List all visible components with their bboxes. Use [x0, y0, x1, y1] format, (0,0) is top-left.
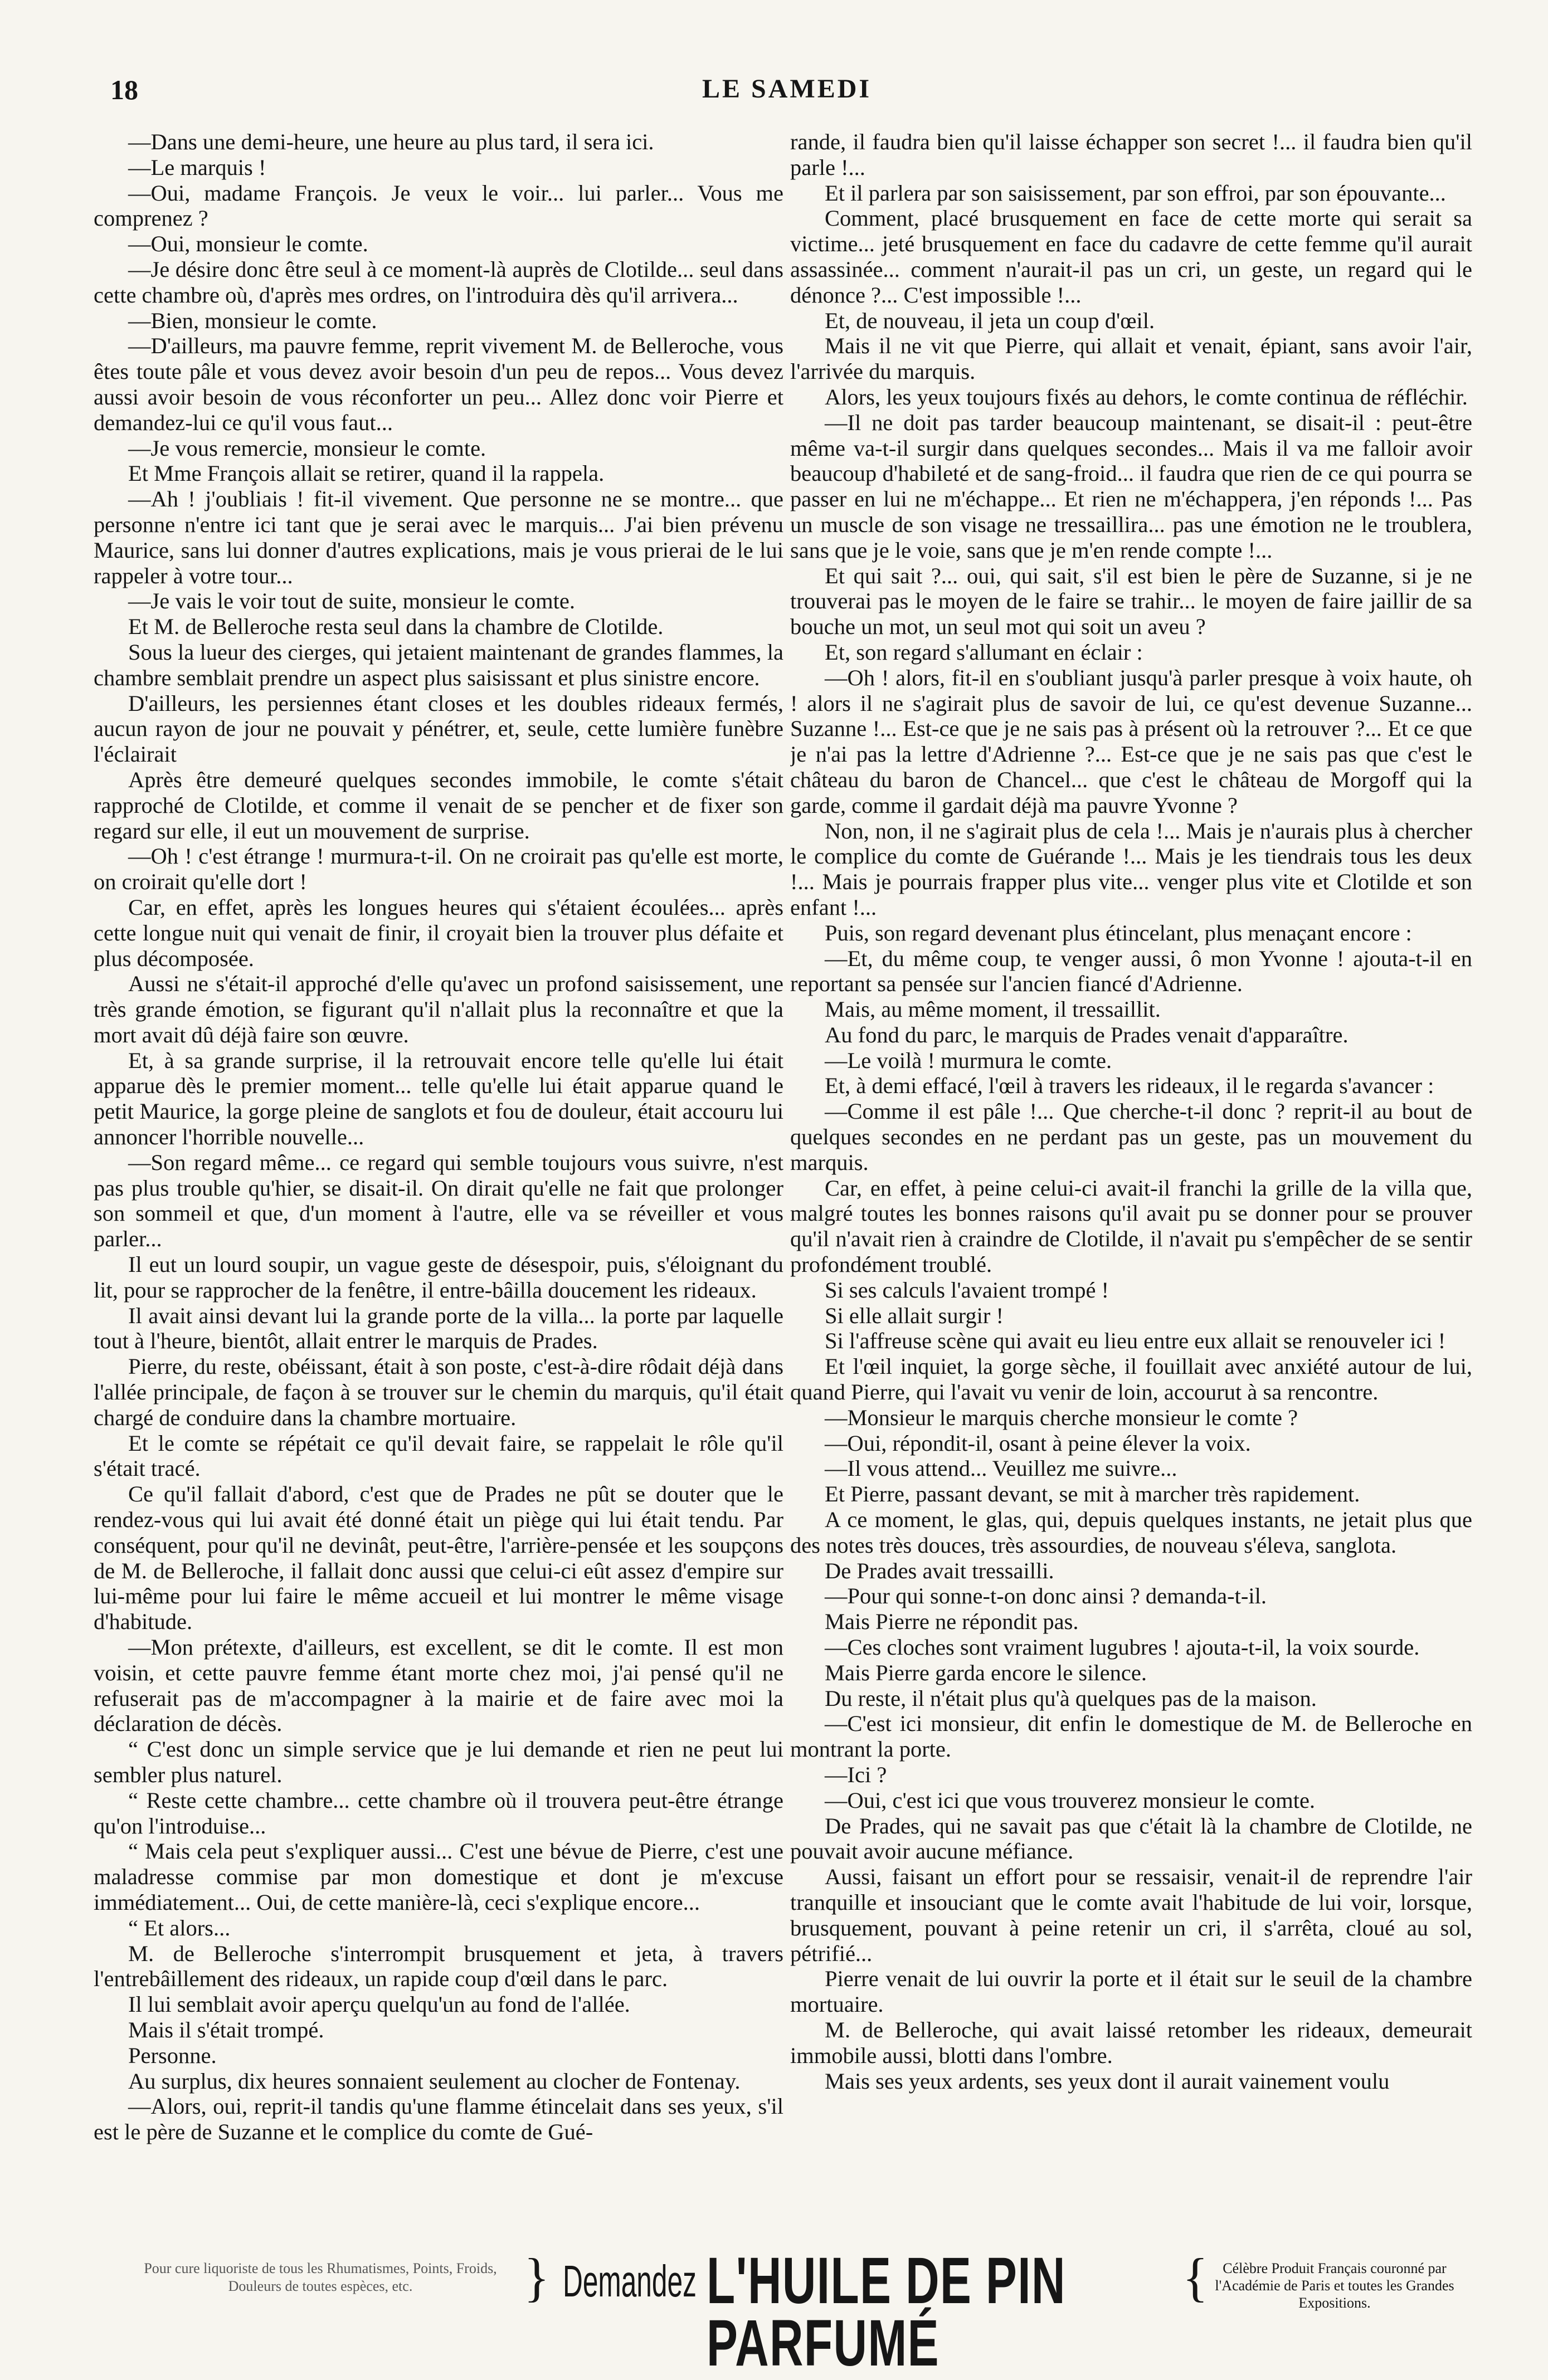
paragraph: rande, il faudra bien qu'il laisse échapper son secret !... il faudra bien qu'il parle !... [790, 129, 1472, 180]
paragraph: Et, à demi effacé, l'œil à travers les rideaux, il le regarda s'avancer : [825, 1073, 1434, 1099]
paragraph: —Je vais le voir tout de suite, monsieur le comte. [128, 588, 575, 614]
paragraph: Non, non, il ne s'agirait plus de cela !... Mais je n'aurais plus à chercher le complice du comte de Guérande !... Mais je les tiendrais tous les deux !... Mais je pourrais frapper plus vite... venger plus vite et Clotilde et son enfant !... [790, 818, 1472, 920]
paragraph: —Son regard même... ce regard qui semble toujours vous suivre, n'est pas plus trouble qu'hier, se disait-il. On dirait qu'elle ne fait que prolonger son sommeil et que, d'un moment à l'autre, elle va se réveiller et vous parler... [94, 1149, 783, 1252]
ad-right-brace: { [1182, 2247, 1209, 2307]
paragraph: —Le marquis ! [128, 154, 266, 180]
ad-call-to-action: Demandez [563, 2256, 697, 2306]
paragraph: M. de Belleroche s'interrompit brusquement et jeta, à travers l'entrebâillement des rideaux, un rapide coup d'œil dans le parc. [94, 1940, 783, 1992]
paragraph: Après être demeuré quelques secondes immobile, le comte s'était rapproché de Clotilde, et comme il venait de se pencher et de fixer son regard sur elle, il eut un mouvement de surprise. [94, 767, 783, 843]
paragraph: De Prades avait tressailli. [825, 1558, 1054, 1583]
paragraph: Mais ses yeux ardents, ses yeux dont il aurait vainement voulu [825, 2068, 1390, 2094]
paragraph: —Bien, monsieur le comte. [128, 308, 377, 333]
paragraph: Et le comte se répétait ce qu'il devait faire, se rappelait le rôle qu'il s'était tracé. [94, 1430, 783, 1481]
paragraph: —D'ailleurs, ma pauvre femme, reprit vivement M. de Belleroche, vous êtes toute pâle et vous devez avoir besoin d'un peu de repos... Vous devez aussi avoir besoin de vous réconforter un peu... Allez donc voir Pierre et demandez-lui ce qu'il vous faut... [94, 333, 783, 435]
paragraph: Et Pierre, passant devant, se mit à marcher très rapidement. [825, 1481, 1360, 1507]
paragraph: Mais il ne vit que Pierre, qui allait et venait, épiant, sans avoir l'air, l'arrivée du marquis. [790, 333, 1472, 384]
paragraph: —Ici ? [825, 1762, 887, 1787]
paragraph: Il eut un lourd soupir, un vague geste de désespoir, puis, s'éloignant du lit, pour se rapprocher de la fenêtre, il entre-bâilla doucement les rideaux. [94, 1252, 783, 1303]
paragraph: Et M. de Belleroche resta seul dans la chambre de Clotilde. [128, 614, 664, 640]
paragraph: —Oh ! alors, fit-il en s'oubliant jusqu'à parler presque à voix haute, oh ! alors il ne s'agirait plus de savoir de lui, ce qu'est devenue Suzanne... Suzanne !... Est-ce que je ne sais pas à présent où la retrouver ?... Et ce que je n'ai pas la lettre d'Adrienne ?... Est-ce que je ne sais pas que c'est le château du baron de Chancel... que c'est le château de Morgoff qui la garde, comme il gardait déjà ma pauvre Yvonne ? [790, 665, 1472, 818]
paragraph: Car, en effet, après les longues heures qui s'étaient écoulées... après cette longue nuit qui venait de finir, il croyait bien la trouver plus défaite et plus décomposée. [94, 894, 783, 971]
paragraph: Car, en effet, à peine celui-ci avait-il franchi la grille de la villa que, malgré toutes les bonnes raisons qu'il avait pu se donner pour se prouver qu'il n'avait rien à craindre de Clotilde, il n'avait pu s'empêcher de se sentir profondément troublé. [790, 1175, 1472, 1277]
paragraph: A ce moment, le glas, qui, depuis quelques instants, ne jetait plus que des notes très douces, très assourdies, de nouveau s'éleva, sanglota. [790, 1507, 1472, 1558]
paragraph: —Je désire donc être seul à ce moment-là auprès de Clotilde... seul dans cette chambre où, d'après mes ordres, on l'introduira dès qu'il arrivera... [94, 256, 783, 308]
running-head: LE SAMEDI [702, 74, 872, 104]
paragraph: Comment, placé brusquement en face de cette morte qui serait sa victime... jeté brusquement en face du cadavre de cette femme qu'il aurait assassinée... comment n'aurait-il pas un cri, un geste, un regard qui le dénonce ?... C'est impossible !... [790, 206, 1472, 308]
text-column-left [94, 129, 783, 2230]
ad-left-brace: } [524, 2247, 550, 2307]
paragraph: M. de Belleroche, qui avait laissé retomber les rideaux, demeurait immobile aussi, blotti dans l'ombre. [790, 2017, 1472, 2068]
paragraph: —Il vous attend... Veuillez me suivre... [825, 1456, 1177, 1481]
paragraph: Et qui sait ?... oui, qui sait, s'il est bien le père de Suzanne, si je ne trouverai pas le moyen de le faire se trahir... le moyen de faire jaillir de sa bouche un mot, un seul mot qui soit un aveu ? [790, 563, 1472, 640]
paragraph: Mais il s'était trompé. [128, 2017, 324, 2042]
paragraph: Du reste, il n'était plus qu'à quelques pas de la maison. [825, 1685, 1317, 1711]
paragraph: Et, de nouveau, il jeta un coup d'œil. [825, 308, 1155, 333]
paragraph: —Oui, monsieur le comte. [128, 231, 368, 257]
paragraph: —Il ne doit pas tarder beaucoup maintenant, se disait-il : peut-être même va-t-il surgir dans quelques secondes... Mais il va me falloir avoir beaucoup d'habileté et de sang-froid... il faudra que rien de ce qui pourra se passer en lui ne m'échappe... Et rien ne m'échappera, j'en réponds !... Pas un muscle de son visage ne tressaillira... pas une émotion ne le troublera, sans que je le voie, sans que je m'en rende compte !... [790, 409, 1472, 563]
paragraph: Mais, au même moment, il tressaillit. [825, 997, 1161, 1022]
paragraph: —Le voilà ! murmura le comte. [825, 1047, 1112, 1073]
paragraph: —Et, du même coup, te venger aussi, ô mon Yvonne ! ajouta-t-il en reportant sa pensée sur l'ancien fiancé d'Adrienne. [790, 945, 1472, 997]
paragraph: Et Mme François allait se retirer, quand il la rappela. [128, 461, 605, 486]
paragraph: —Oui, répondit-il, osant à peine élever la voix. [825, 1430, 1251, 1456]
paragraph: —Alors, oui, reprit-il tandis qu'une flamme étincelait dans ses yeux, s'il est le père de Suzanne et le complice du comte de Gué- [94, 2094, 783, 2145]
paragraph: Pierre venait de lui ouvrir la porte et il était sur le seuil de la chambre mortuaire. [790, 1966, 1472, 2017]
paragraph: Aussi ne s'était-il approché d'elle qu'avec un profond saisissement, une très grande émotion, se figurant qu'il n'allait plus la reconnaître et que la mort avait dû déjà faire son œuvre. [94, 971, 783, 1047]
paragraph: —Ah ! j'oubliais ! fit-il vivement. Que personne ne se montre... que personne n'entre ici tant que je serai avec le marquis... J'ai bien prévenu Maurice, sans lui donner d'autres explications, mais je vous prierai de le lui rappeler à votre tour... [94, 486, 783, 588]
paragraph: Au surplus, dix heures sonnaient seulement au clocher de Fontenay. [128, 2068, 741, 2094]
paragraph: —Ces cloches sont vraiment lugubres ! ajouta-t-il, la voix sourde. [825, 1635, 1420, 1660]
paragraph: Pierre, du reste, obéissant, était à son poste, c'est-à-dire rôdait déjà dans l'allée principale, de façon à se trouver sur le chemin du marquis, qu'il était chargé de conduire dans la chambre mortuaire. [94, 1354, 783, 1430]
paragraph: Il avait ainsi devant lui la grande porte de la villa... la porte par laquelle tout à l'heure, bientôt, allait entrer le marquis de Prades. [94, 1303, 783, 1354]
paragraph: —Monsieur le marquis cherche monsieur le comte ? [825, 1404, 1298, 1430]
paragraph: Sous la lueur des cierges, qui jetaient maintenant de grandes flammes, la chambre semblait prendre un aspect plus saisissant et plus sinistre encore. [94, 639, 783, 690]
paragraph: Au fond du parc, le marquis de Prades venait d'apparaître. [825, 1022, 1349, 1047]
paragraph: Mais Pierre garda encore le silence. [825, 1660, 1147, 1685]
paragraph: Et, son regard s'allumant en éclair : [825, 639, 1143, 665]
paragraph: —Oui, c'est ici que vous trouverez monsieur le comte. [825, 1787, 1316, 1813]
page-number: 18 [110, 74, 138, 105]
paragraph: Et il parlera par son saisissement, par son effroi, par son épouvante... [825, 180, 1446, 206]
ad-right-text: Célèbre Produit Français couronné par l'Académie de Paris et toutes les Grandes Expositions. [1215, 2260, 1454, 2311]
paragraph: Mais Pierre ne répondit pas. [825, 1609, 1079, 1635]
paragraph: Si elle allait surgir ! [825, 1303, 1004, 1328]
paragraph: “ C'est donc un simple service que je lui demande et rien ne peut lui sembler plus naturel. [94, 1737, 783, 1787]
paragraph: “ Mais cela peut s'expliquer aussi... C'est une bévue de Pierre, c'est une maladresse commise par mon domestique et dont je m'excuse immédiatement... Oui, de cette manière-là, ceci s'explique encore... [94, 1838, 783, 1915]
ad-left-text: Pour cure liquoriste de tous les Rhumatismes, Points, Froids, Douleurs de toutes espèces, etc. [144, 2260, 497, 2294]
paragraph: —Dans une demi-heure, une heure au plus tard, il sera ici. [128, 129, 654, 154]
paragraph: Si l'affreuse scène qui avait eu lieu entre eux allait se renouveler ici ! [825, 1328, 1446, 1354]
footer-advertisement [84, 2244, 1466, 2380]
paragraph: Aussi, faisant un effort pour se ressaisir, venait-il de reprendre l'air tranquille et insouciant que le comte avait l'habitude de lui voir, lorsque, brusquement, pouvant à peine retenir un cri, il s'arrêta, cloué au sol, pétrifié... [790, 1864, 1472, 1966]
paragraph: —Mon prétexte, d'ailleurs, est excellent, se dit le comte. Il est mon voisin, et cette pauvre femme étant morte chez moi, j'ai pensé qu'il ne refuserait pas de m'accompagner à la mairie et de faire avec moi la déclaration de décès. [94, 1635, 783, 1737]
paragraph: “ Reste cette chambre... cette chambre où il trouvera peut-être étrange qu'on l'introduise... [94, 1787, 783, 1838]
paragraph: —Oh ! c'est étrange ! murmura-t-il. On ne croirait pas qu'elle est morte, on croirait qu'elle dort ! [94, 843, 783, 895]
paragraph: Personne. [128, 2042, 217, 2068]
paragraph: Et, à sa grande surprise, il la retrouvait encore telle qu'elle lui était apparue dès le premier moment... telle qu'elle lui était apparue quand le petit Maurice, la gorge pleine de sanglots et fou de douleur, était accouru lui annoncer l'horrible nouvelle... [94, 1047, 783, 1150]
paragraph: —Comme il est pâle !... Que cherche-t-il donc ? reprit-il au bout de quelques secondes en ne perdant pas un geste, pas un mouvement du marquis. [790, 1099, 1472, 1175]
paragraph: Et l'œil inquiet, la gorge sèche, il fouillait avec anxiété autour de lui, quand Pierre, qui l'avait vu venir de loin, accourut à sa rencontre. [790, 1354, 1472, 1405]
paragraph: —C'est ici monsieur, dit enfin le domestique de M. de Belleroche en montrant la porte. [790, 1711, 1472, 1762]
paragraph: Si ses calculs l'avaient trompé ! [825, 1277, 1109, 1303]
paragraph: D'ailleurs, les persiennes étant closes et les doubles rideaux fermés, aucun rayon de jour ne pouvait y pénétrer, et, seule, cette lumière funèbre l'éclairait [94, 690, 783, 767]
paragraph: De Prades, qui ne savait pas que c'était là la chambre de Clotilde, ne pouvait avoir aucune méfiance. [790, 1813, 1472, 1864]
paragraph: Il lui semblait avoir aperçu quelqu'un au fond de l'allée. [128, 1992, 630, 2017]
ad-product-name: L'HUILE DE PIN PARFUMÉ [707, 2244, 1066, 2380]
paragraph: —Pour qui sonne-t-on donc ainsi ? demanda-t-il. [825, 1583, 1267, 1609]
paragraph: Puis, son regard devenant plus étincelant, plus menaçant encore : [825, 920, 1412, 945]
paragraph: —Oui, madame François. Je veux le voir... lui parler... Vous me comprenez ? [94, 180, 783, 231]
paragraph: “ Et alors... [128, 1915, 231, 1940]
paragraph: —Je vous remercie, monsieur le comte. [128, 435, 486, 461]
paragraph: Ce qu'il fallait d'abord, c'est que de Prades ne pût se douter que le rendez-vous qui lui avait été donné était un piège qui lui était tendu. Par conséquent, pour qu'il ne devinât, peut-être, l'arrière-pensée et les soupçons de M. de Belleroche, il fallait donc aussi que celui-ci eût assez d'empire sur lui-même pour lui faire le même accueil et lui montrer le même visage d'habitude. [94, 1481, 783, 1635]
paragraph: Alors, les yeux toujours fixés au dehors, le comte continua de réfléchir. [825, 384, 1468, 409]
text-column-right [790, 129, 1472, 2230]
